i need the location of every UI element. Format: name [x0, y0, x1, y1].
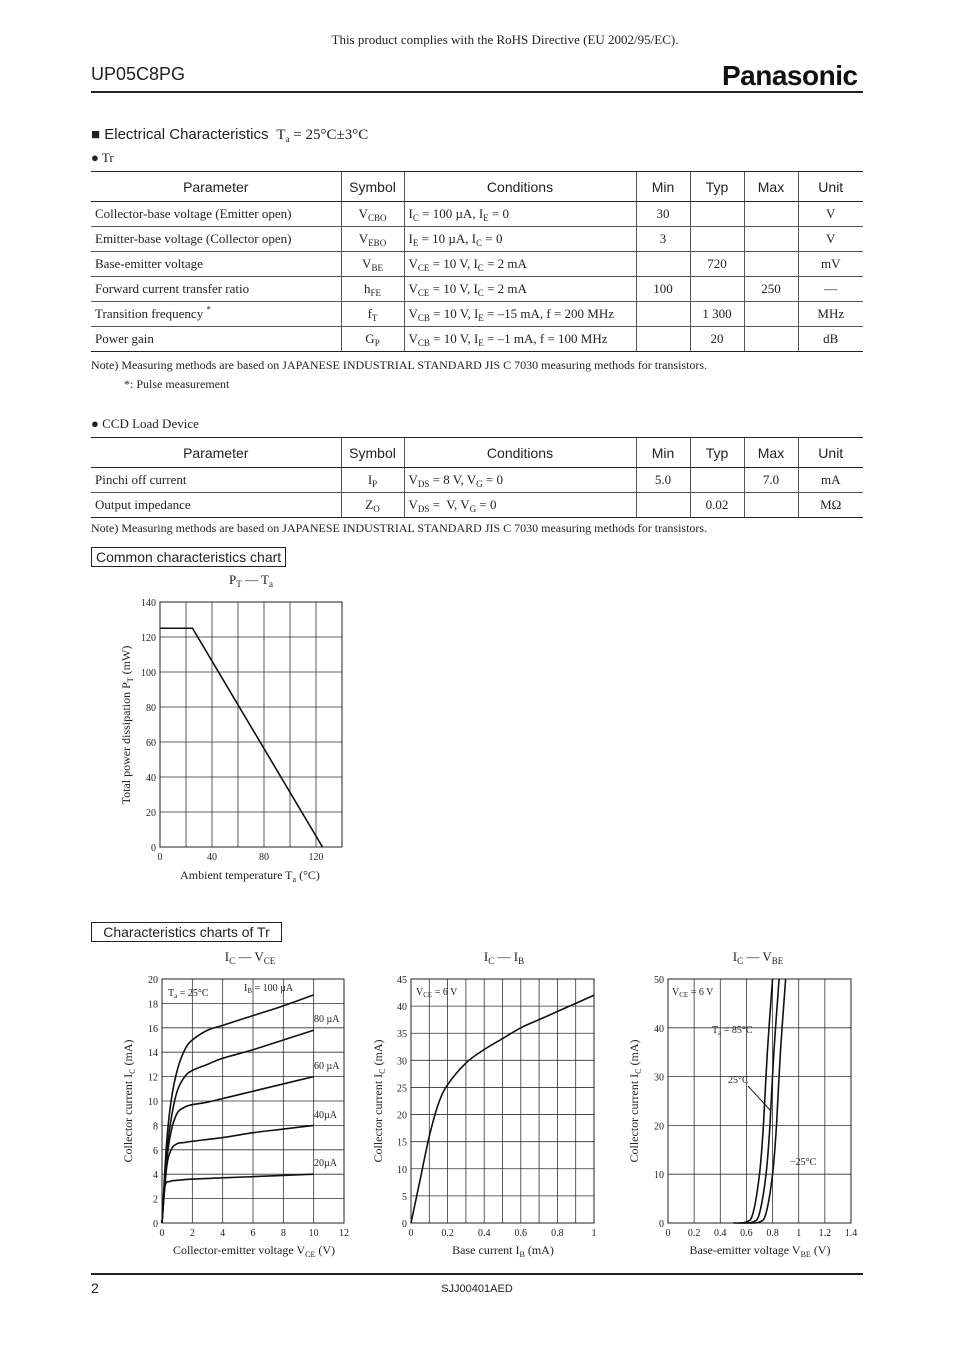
- column-header: Parameter: [91, 172, 341, 202]
- jis-note: Note) Measuring methods are based on JAPANESE INDUSTRIAL STANDARD JIS C 7030 measuring methods for transistors.: [91, 358, 708, 372]
- rohs-statement: This product complies with the RoHS Directive (EU 2002/95/EC).: [331, 32, 679, 47]
- symbol-cell: $V_{CBO}$: [341, 202, 404, 227]
- column-header: Symbol: [341, 172, 404, 202]
- chart-title-ic-vbe: $I_C$ — $V_{BE}$: [732, 949, 784, 966]
- chart-title-pt-ta: $P_T$ — $T_a$: [229, 572, 273, 589]
- tr-subheading: ● Tr: [91, 150, 114, 165]
- y-tick-label: 20: [146, 808, 156, 819]
- y-tick-label: 15: [397, 1137, 407, 1149]
- min-cell: 100: [636, 277, 690, 302]
- plot-frame: [668, 979, 851, 1223]
- symbol-cell: $V_{EBO}$: [341, 227, 404, 252]
- unit-cell: dB: [798, 327, 863, 352]
- y-tick-label: 30: [397, 1056, 407, 1068]
- document-id: SJJ00401AED: [441, 1283, 513, 1295]
- x-tick-label: 0.2: [441, 1228, 454, 1239]
- x-tick-label: 12: [339, 1228, 349, 1239]
- y-tick-label: 18: [148, 999, 158, 1011]
- x-tick-label: 120: [308, 852, 324, 863]
- series-line: [162, 1030, 314, 1223]
- ylabel-ic-vbe: Collector current $I_C$ (mA): [627, 1039, 643, 1163]
- y-tick-label: 8: [153, 1121, 158, 1133]
- x-tick-label: 0: [408, 1228, 414, 1239]
- y-tick-label: 2: [153, 1194, 158, 1206]
- series-line: [160, 628, 323, 847]
- plot-layer: [141, 598, 857, 1239]
- column-header: Max: [744, 438, 798, 468]
- min-cell: 30: [636, 202, 690, 227]
- x-tick-label: 0.8: [766, 1228, 779, 1239]
- param-cell: Collector-base voltage (Emitter open): [91, 202, 341, 227]
- column-header: Parameter: [91, 438, 341, 468]
- unit-cell: mA: [798, 468, 863, 493]
- y-tick-label: 140: [141, 598, 156, 609]
- conditions-cell: $V_{CE} = 10$ V, $I_C = 2$ mA: [404, 277, 636, 302]
- y-tick-label: 35: [397, 1029, 407, 1041]
- min-cell: 3: [636, 227, 690, 252]
- column-header: Min: [636, 438, 690, 468]
- column-header: Conditions: [404, 438, 636, 468]
- x-tick-label: 4: [220, 1228, 226, 1239]
- ylabel-pt-ta: Total power dissipation $P_T$ (mW): [119, 645, 135, 805]
- x-tick-label: 0: [157, 852, 163, 863]
- typ-cell: 20: [690, 327, 744, 352]
- max-cell: 250: [744, 277, 798, 302]
- y-tick-label: 60: [146, 738, 156, 749]
- annot-vce-6v-ib: $V_{CE} = 6$ V: [416, 987, 458, 999]
- x-tick-label: 0: [159, 1228, 165, 1239]
- xlabel-ic-vbe: Base-emitter voltage $V_{BE}$ (V): [689, 1243, 831, 1259]
- param-cell: Output impedance: [91, 493, 341, 518]
- y-tick-label: 6: [153, 1145, 158, 1157]
- symbol-cell: $I_P$: [341, 468, 404, 493]
- column-header: Typ: [690, 172, 744, 202]
- x-tick-label: 0.4: [714, 1228, 727, 1239]
- symbol-cell: $h_{FE}$: [341, 277, 404, 302]
- series-line: [162, 995, 314, 1223]
- annot-25c-pointer: [748, 1086, 770, 1110]
- symbol-cell: $Z_O$: [341, 493, 404, 518]
- x-tick-label: 0.8: [551, 1228, 564, 1239]
- section-square-icon: ■: [91, 126, 101, 143]
- x-tick-label: 2: [189, 1228, 195, 1239]
- y-tick-label: 80: [146, 703, 156, 714]
- y-tick-label: 10: [397, 1164, 407, 1176]
- x-tick-label: 0: [665, 1228, 671, 1239]
- conditions-cell: $V_{DS} = V$, $V_G = 0$: [404, 493, 636, 518]
- footer-divider: [91, 1273, 863, 1275]
- annot-ib-60: 60 µA: [314, 1061, 340, 1072]
- x-tick-label: 6: [250, 1228, 256, 1239]
- xlabel-pt-ta: Ambient temperature $T_a$ (°C): [180, 868, 320, 884]
- column-header: Conditions: [404, 172, 636, 202]
- section-title-text: Electrical Characteristics: [104, 126, 269, 143]
- plot-frame: [160, 602, 342, 847]
- series-line: [733, 979, 772, 1223]
- param-cell: Forward current transfer ratio: [91, 277, 341, 302]
- y-tick-label: 0: [659, 1219, 664, 1230]
- y-tick-label: 50: [654, 975, 664, 986]
- unit-cell: MΩ: [798, 493, 863, 518]
- column-header: Unit: [798, 438, 863, 468]
- xlabel-ic-ib: Base current $I_B$ (mA): [452, 1243, 554, 1259]
- series-line: [740, 979, 779, 1223]
- ccd-subheading: ● CCD Load Device: [91, 416, 199, 431]
- chart-title-ic-ib: $I_C$ — $I_B$: [483, 949, 525, 966]
- param-cell: Transition frequency *: [91, 302, 341, 327]
- param-cell: Emitter-base voltage (Collector open): [91, 227, 341, 252]
- x-tick-label: 1: [796, 1228, 802, 1239]
- x-tick-label: 40: [207, 852, 217, 863]
- min-cell: 5.0: [636, 468, 690, 493]
- y-tick-label: 40: [146, 773, 156, 784]
- annot-ta-25: $T_a = 25^\circ C$: [168, 988, 209, 1000]
- unit-cell: MHz: [798, 302, 863, 327]
- symbol-cell: $G_P$: [341, 327, 404, 352]
- conditions-cell: $I_C = 100$ µA, $I_E = 0$: [404, 202, 636, 227]
- x-tick-label: 0.2: [687, 1228, 701, 1239]
- y-tick-label: 0: [402, 1219, 407, 1230]
- y-tick-label: 0: [151, 843, 156, 854]
- annot-ta-25c: 25°C: [728, 1075, 749, 1086]
- brand-logo: Panasonic: [722, 60, 858, 91]
- y-tick-label: 16: [148, 1023, 158, 1035]
- x-tick-label: 80: [259, 852, 269, 863]
- series-line: [746, 979, 785, 1223]
- y-tick-label: 40: [654, 1023, 664, 1035]
- annot-vce-6v-vbe: $V_{CE} = 6$ V: [672, 987, 714, 999]
- x-tick-label: 1.2: [818, 1228, 832, 1239]
- y-tick-label: 20: [654, 1121, 664, 1133]
- page-number: 2: [91, 1280, 99, 1296]
- typ-cell: 1 300: [690, 302, 744, 327]
- unit-cell: V: [798, 202, 863, 227]
- x-tick-label: 1: [591, 1228, 597, 1239]
- conditions-cell: $I_E = 10$ µA, $I_C = 0$: [404, 227, 636, 252]
- annot-ta-85: $T_a = 85^\circ C$: [712, 1025, 753, 1037]
- column-header: Symbol: [341, 438, 404, 468]
- x-tick-label: 0.6: [514, 1228, 528, 1239]
- chart-title-ic-vce: $I_C$ — $V_{CE}$: [224, 949, 276, 966]
- typ-cell: 720: [690, 252, 744, 277]
- param-cell: Base-emitter voltage: [91, 252, 341, 277]
- conditions-cell: $V_{CB} = 10$ V, $I_E = -1$ mA, f = 100 MHz: [404, 327, 636, 352]
- tr-chart-label: Characteristics charts of Tr: [91, 922, 282, 942]
- x-tick-label: 10: [308, 1228, 319, 1239]
- column-header: Unit: [798, 172, 863, 202]
- annot-ib-100: $I_B = 100$ µA: [244, 983, 294, 995]
- typ-cell: 0.02: [690, 493, 744, 518]
- column-header: Min: [636, 172, 690, 202]
- max-cell: 7.0: [744, 468, 798, 493]
- y-tick-label: 40: [397, 1002, 407, 1014]
- annot-ta-m25: −25°C: [790, 1157, 817, 1168]
- y-tick-label: 5: [402, 1191, 407, 1203]
- conditions-cell: $V_{DS} = 8$ V, $V_G = 0$: [404, 468, 636, 493]
- conditions-cell: $V_{CE} = 10$ V, $I_C = 2$ mA: [404, 252, 636, 277]
- symbol-cell: $V_{BE}$: [341, 252, 404, 277]
- pulse-note: *: Pulse measurement: [124, 377, 230, 391]
- y-tick-label: 12: [148, 1072, 158, 1084]
- x-tick-label: 1.4: [844, 1228, 858, 1239]
- y-tick-label: 25: [397, 1083, 407, 1095]
- param-cell: Power gain: [91, 327, 341, 352]
- tr-label: Tr: [101, 150, 114, 165]
- annot-ib-80: 80 µA: [314, 1014, 340, 1025]
- x-tick-label: 0.4: [477, 1228, 491, 1239]
- ylabel-ic-vce: Collector current $I_C$ (mA): [121, 1039, 137, 1163]
- ccd-label: CCD Load Device: [102, 416, 199, 431]
- annot-ib-20: 20µA: [314, 1158, 337, 1169]
- column-header: Typ: [690, 438, 744, 468]
- unit-cell: V: [798, 227, 863, 252]
- conditions-cell: $V_{CB} = 10$ V, $I_E = -15$ mA, f = 200 MHz: [404, 302, 636, 327]
- y-tick-label: 0: [153, 1219, 158, 1230]
- jis-note-ccd: Note) Measuring methods are based on JAPANESE INDUSTRIAL STANDARD JIS C 7030 measuring methods for transistors.: [91, 521, 708, 535]
- y-tick-label: 100: [141, 668, 156, 679]
- annot-ib-40: 40µA: [314, 1110, 337, 1121]
- y-tick-label: 10: [148, 1097, 158, 1108]
- unit-cell: mV: [798, 252, 863, 277]
- y-tick-label: 20: [148, 975, 158, 986]
- param-cell: Pinchi off current: [91, 468, 341, 493]
- x-tick-label: 0.6: [740, 1228, 753, 1239]
- unit-cell: —: [798, 277, 863, 302]
- xlabel-ic-vce: Collector-emitter voltage $V_{CE}$ (V): [172, 1243, 336, 1259]
- y-tick-label: 30: [654, 1072, 664, 1084]
- x-tick-label: 8: [280, 1228, 286, 1239]
- y-tick-label: 4: [153, 1170, 158, 1182]
- y-tick-label: 14: [148, 1048, 158, 1060]
- y-tick-label: 10: [654, 1170, 664, 1182]
- y-tick-label: 20: [397, 1110, 407, 1122]
- ylabel-ic-ib: Collector current $I_C$ (mA): [371, 1039, 387, 1163]
- symbol-cell: $f_T$: [341, 302, 404, 327]
- y-tick-label: 45: [397, 975, 407, 986]
- common-chart-label: Common characteristics chart: [91, 547, 286, 567]
- column-header: Max: [744, 172, 798, 202]
- section-condition: $T_a = 25^\circ C\pm 3^\circ C$: [272, 127, 369, 144]
- y-tick-label: 120: [141, 633, 156, 644]
- model-number: UP05C8PG: [91, 64, 186, 84]
